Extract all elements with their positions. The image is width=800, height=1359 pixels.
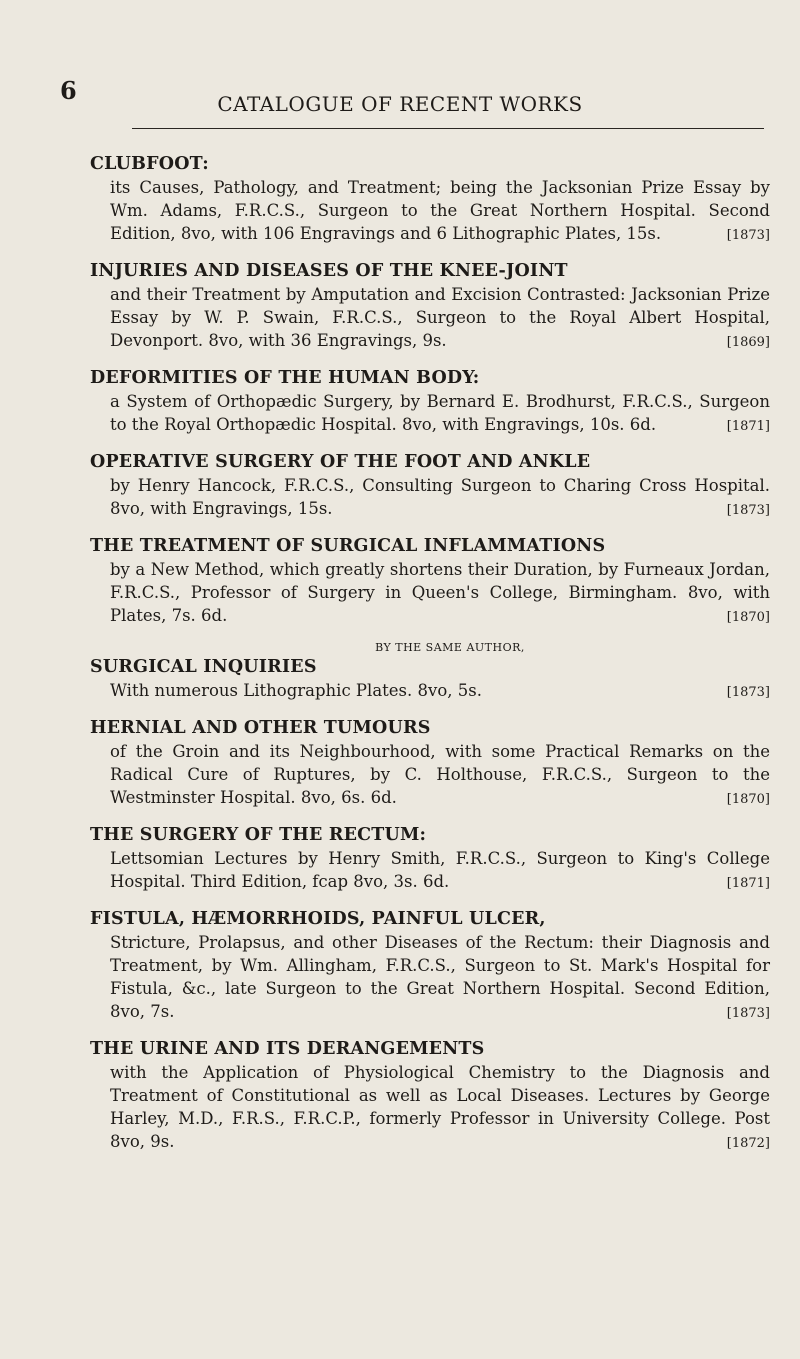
entry-year: [1871]: [726, 419, 770, 434]
entry-title: HERNIAL AND OTHER TUMOURS: [90, 718, 431, 738]
entry-surgical-inflammations: [90, 534, 770, 627]
entry-body: [110, 847, 770, 893]
entry-title: DEFORMITIES OF THE HUMAN BODY:: [90, 368, 480, 388]
entry-year: [1870]: [726, 610, 770, 625]
entry-surgery-rectum: [90, 823, 770, 893]
entry-year: [1870]: [726, 792, 770, 807]
entry-year: [1873]: [726, 503, 770, 518]
entry-deformities: [90, 366, 770, 436]
entry-surgical-inquiries: [90, 641, 770, 702]
entry-year: [1871]: [726, 876, 770, 891]
entry-knee-joint: [90, 259, 770, 352]
entry-description: by Henry Hancock, F.R.C.S., Consulting Surgeon to Charing Cross Hospital. 8vo, with Engravings, 15s.: [110, 476, 770, 518]
entry-description: and their Treatment by Amputation and Excision Contrasted: Jacksonian Prize Essay by W. P. Swain, F.R.C.S., Surgeon to the Royal Albert Hospital, Devonport. 8vo, with 36 Engravings, 9s.: [110, 285, 770, 350]
entry-title: THE TREATMENT OF SURGICAL INFLAMMATIONS: [90, 536, 606, 556]
entry-year: [1873]: [726, 228, 770, 243]
entry-year: [1869]: [726, 335, 770, 350]
entry-body: [110, 558, 770, 627]
running-head: CATALOGUE OF RECENT WORKS: [217, 92, 583, 116]
entry-foot-ankle: [90, 450, 770, 520]
by-same-author: BY THE SAME AUTHOR,: [375, 641, 525, 654]
entry-title: SURGICAL INQUIRIES: [90, 657, 317, 677]
entry-title: INJURIES AND DISEASES OF THE KNEE-JOINT: [90, 261, 568, 281]
entry-description: a System of Orthopædic Surgery, by Bernard E. Brodhurst, F.R.C.S., Surgeon to the Royal Orthopædic Hospital. 8vo, with Engravings, 10s. 6d.: [110, 392, 770, 434]
entry-year: [1872]: [726, 1136, 770, 1151]
entry-title: OPERATIVE SURGERY OF THE FOOT AND ANKLE: [90, 452, 591, 472]
entry-title: FISTULA, HÆMORRHOIDS, PAINFUL ULCER,: [90, 909, 546, 929]
entry-fistula: [90, 907, 770, 1023]
entry-body: [110, 740, 770, 809]
header-rule: [132, 128, 764, 129]
entry-body: [110, 679, 770, 702]
entry-body: [110, 931, 770, 1023]
entry-year: [1873]: [726, 1006, 770, 1021]
entry-body: [110, 474, 770, 520]
entry-body: [110, 390, 770, 436]
entry-title: THE SURGERY OF THE RECTUM:: [90, 825, 427, 845]
entry-description: by a New Method, which greatly shortens their Duration, by Furneaux Jordan, F.R.C.S., Professor of Surgery in Queen's College, Birmingham. 8vo, with Plates, 7s. 6d.: [110, 560, 770, 625]
entry-hernial-tumours: [90, 716, 770, 809]
entry-description: its Causes, Pathology, and Treatment; being the Jacksonian Prize Essay by Wm. Adams, F.R.C.S., Surgeon to the Great Northern Hospital. Second Edition, 8vo, with 106 Engravings and 6 Lithographic Plates, 15s.: [110, 178, 770, 243]
entry-description: Stricture, Prolapsus, and other Diseases of the Rectum: their Diagnosis and Treatment, by Wm. Allingham, F.R.C.S., Surgeon to St. Mark's Hospital for Fistula, &c., late Surgeon to the Great Northern Hospital. Second Edition, 8vo, 7s.: [110, 933, 770, 1021]
entry-description: With numerous Lithographic Plates. 8vo, 5s.: [110, 681, 482, 700]
entry-description: with the Application of Physiological Chemistry to the Diagnosis and Treatment of Constitutional as well as Local Diseases. Lectures by George Harley, M.D., F.R.S., F.R.C.P., formerly Professor in University College. Post 8vo, 9s.: [110, 1063, 770, 1151]
catalogue-entries: [90, 152, 770, 1167]
entry-year: [1873]: [726, 685, 770, 700]
entry-body: [110, 283, 770, 352]
entry-description: Lettsomian Lectures by Henry Smith, F.R.C.S., Surgeon to King's College Hospital. Third Edition, fcap 8vo, 3s. 6d.: [110, 849, 770, 891]
entry-description: of the Groin and its Neighbourhood, with some Practical Remarks on the Radical Cure of Ruptures, by C. Holthouse, F.R.C.S., Surgeon to the Westminster Hospital. 8vo, 6s. 6d.: [110, 742, 770, 807]
page-number: 6: [60, 76, 77, 105]
entry-title: CLUBFOOT:: [90, 154, 209, 174]
entry-body: [110, 176, 770, 245]
entry-title: THE URINE AND ITS DERANGEMENTS: [90, 1039, 485, 1059]
entry-clubfoot: [90, 152, 770, 245]
entry-urine: [90, 1037, 770, 1153]
entry-body: [110, 1061, 770, 1153]
